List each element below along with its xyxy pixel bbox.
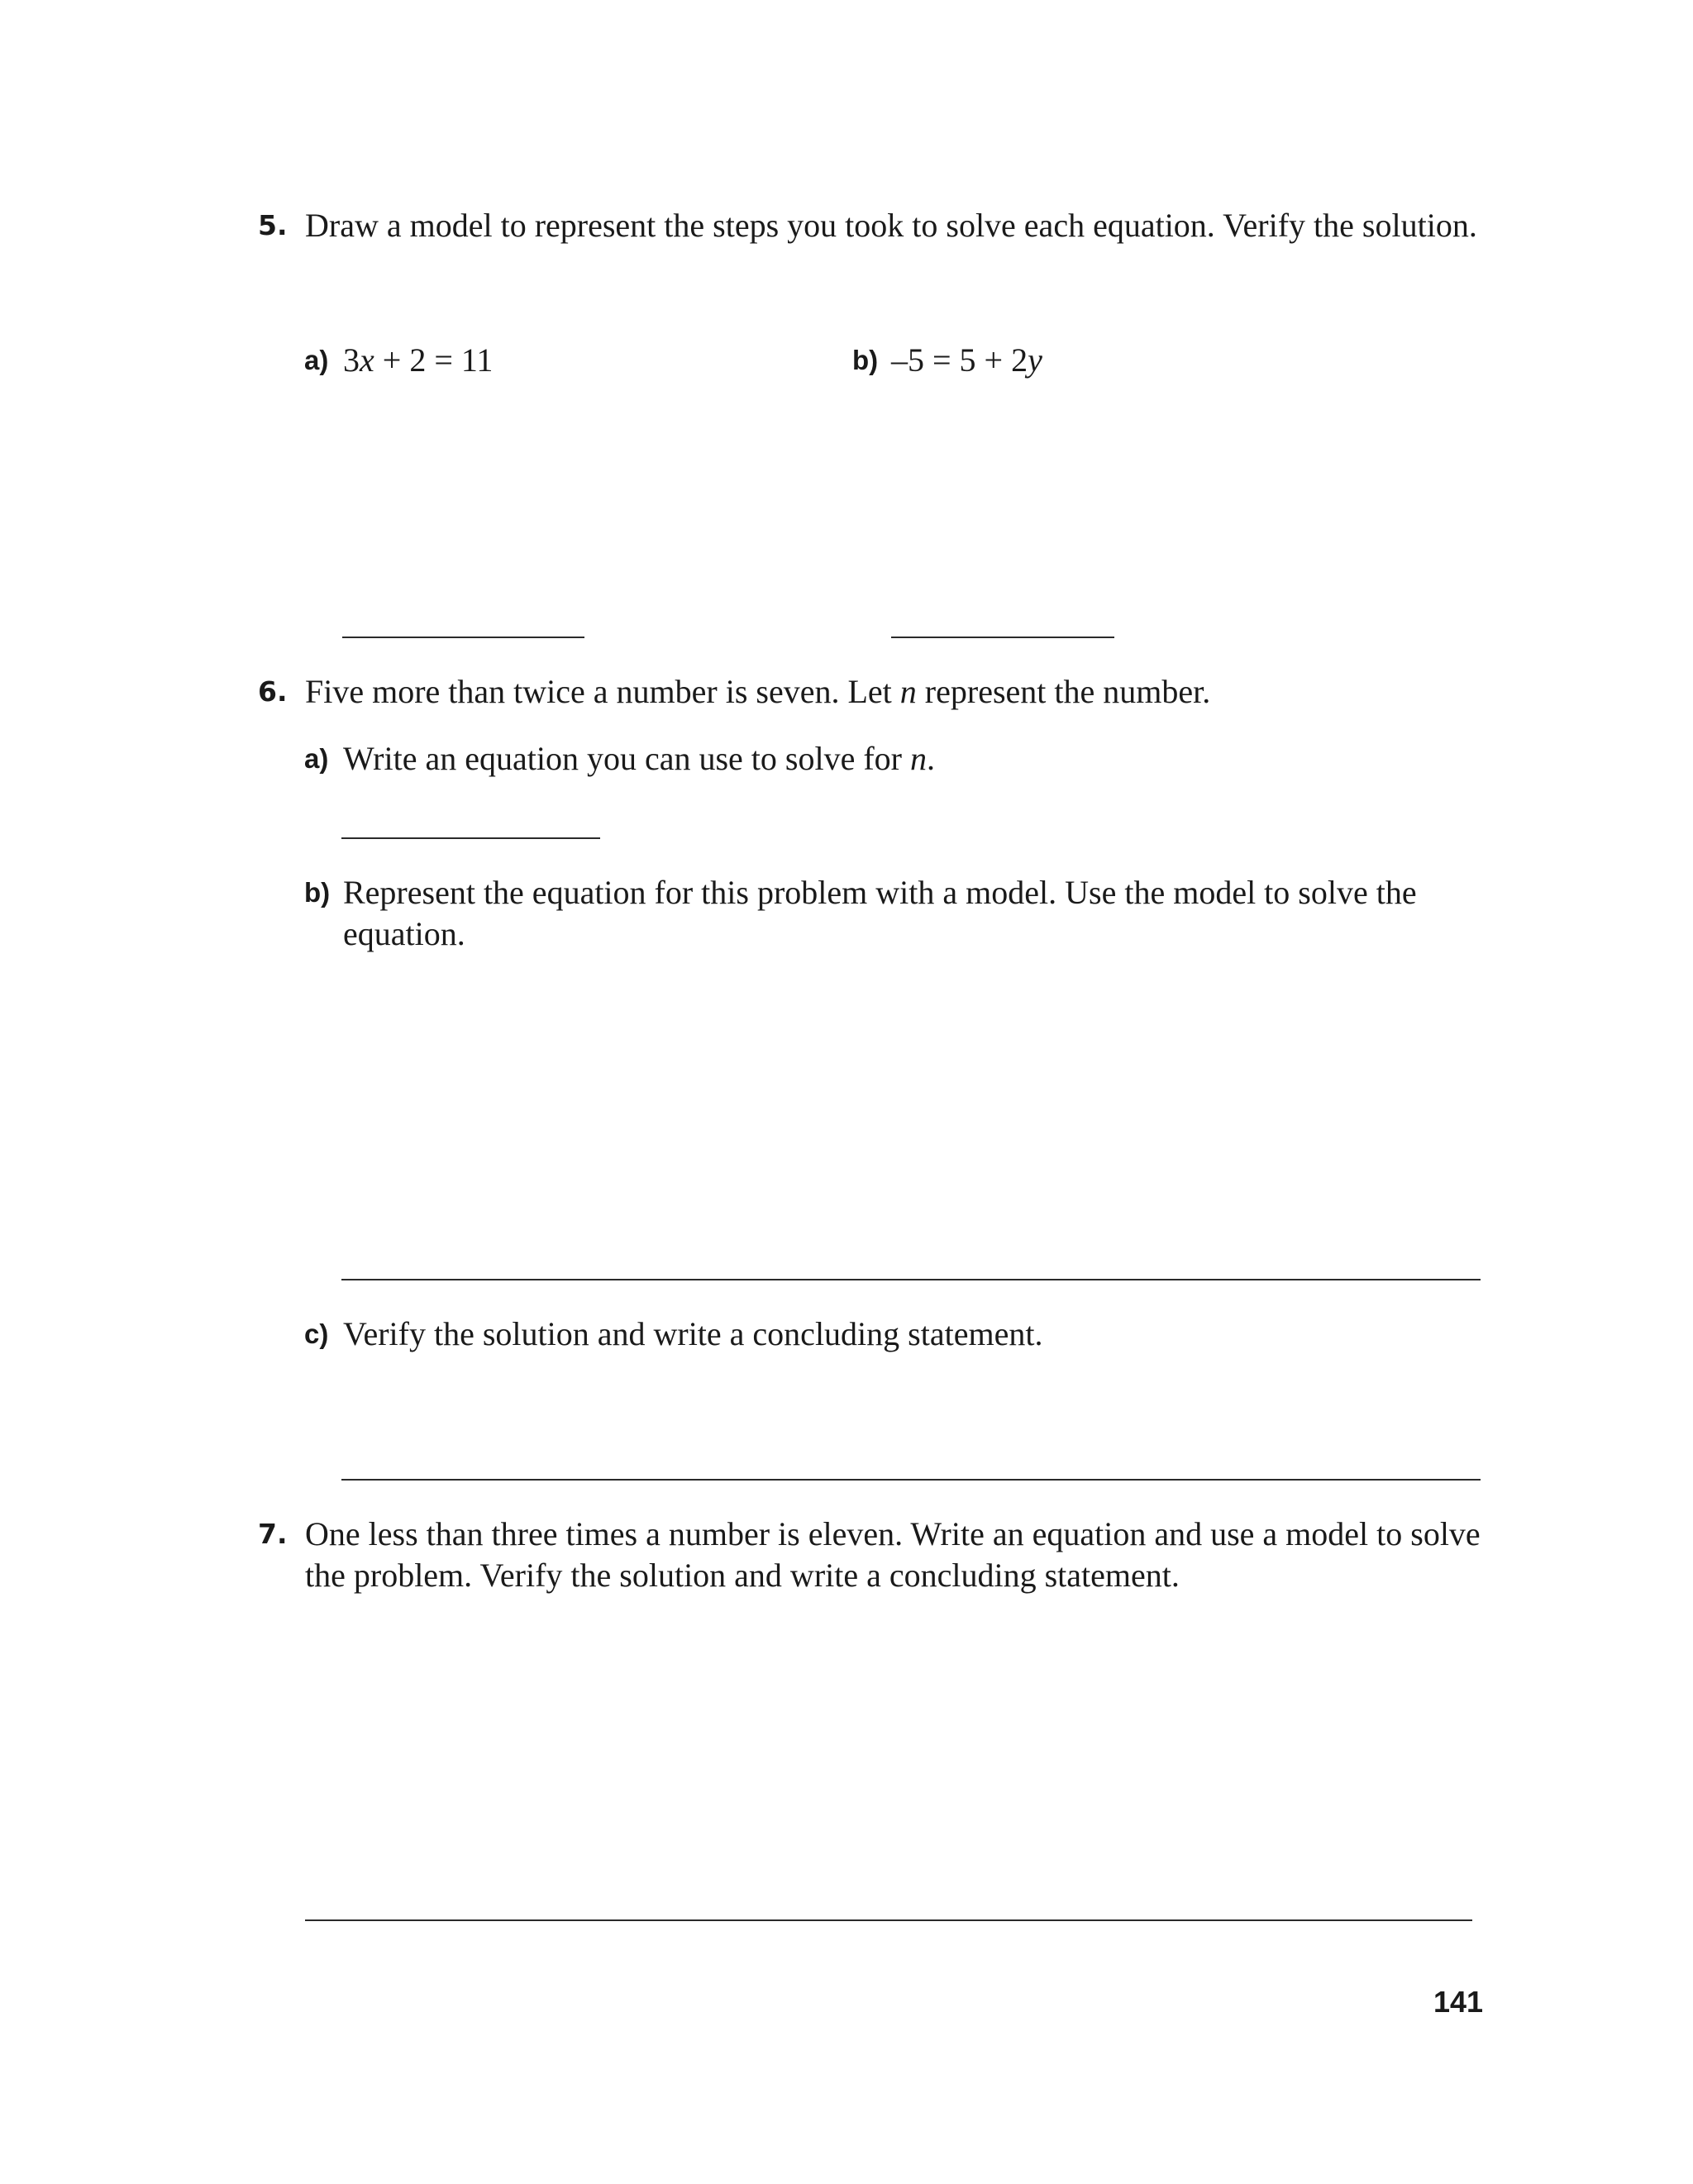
question-6c-prompt: Verify the solution and write a concluding statement.: [343, 1315, 1043, 1352]
question-6c-label: c): [304, 1319, 329, 1349]
question-7-answer-line[interactable]: [305, 1919, 1472, 1921]
question-5-number: 5.: [258, 209, 288, 241]
question-5b-equation: –5 = 5 + 2y: [891, 341, 1042, 379]
question-6a-label: a): [304, 743, 329, 774]
question-5-prompt: Draw a model to represent the steps you took to solve each equation. Verify the solution.: [305, 207, 1477, 244]
question-6a-prompt: Write an equation you can use to solve for n.: [343, 740, 935, 777]
question-6b-prompt-line2: equation.: [343, 915, 465, 952]
question-5b-answer-line[interactable]: [891, 637, 1114, 638]
question-5a-equation: 3x + 2 = 11: [343, 341, 494, 379]
question-6c-answer-line[interactable]: [341, 1479, 1481, 1481]
page-number: 141: [1433, 1985, 1484, 2019]
question-5a-answer-line[interactable]: [342, 637, 584, 638]
question-7-prompt-line2: the problem. Verify the solution and write a concluding statement.: [305, 1557, 1180, 1594]
question-6b-label: b): [304, 877, 331, 908]
question-6-prompt: Five more than twice a number is seven. Let n represent the number.: [305, 673, 1211, 710]
question-6-number: 6.: [258, 675, 288, 708]
question-7-prompt-line1: One less than three times a number is eleven. Write an equation and use a model to solve: [305, 1515, 1481, 1552]
question-5a-label: a): [304, 345, 329, 375]
question-6b-answer-line[interactable]: [341, 1279, 1481, 1280]
question-7-number: 7.: [258, 1518, 288, 1550]
question-6a-answer-line[interactable]: [341, 837, 600, 839]
question-5b-label: b): [852, 345, 879, 375]
question-6b-prompt-line1: Represent the equation for this problem with a model. Use the model to solve the: [343, 874, 1417, 911]
